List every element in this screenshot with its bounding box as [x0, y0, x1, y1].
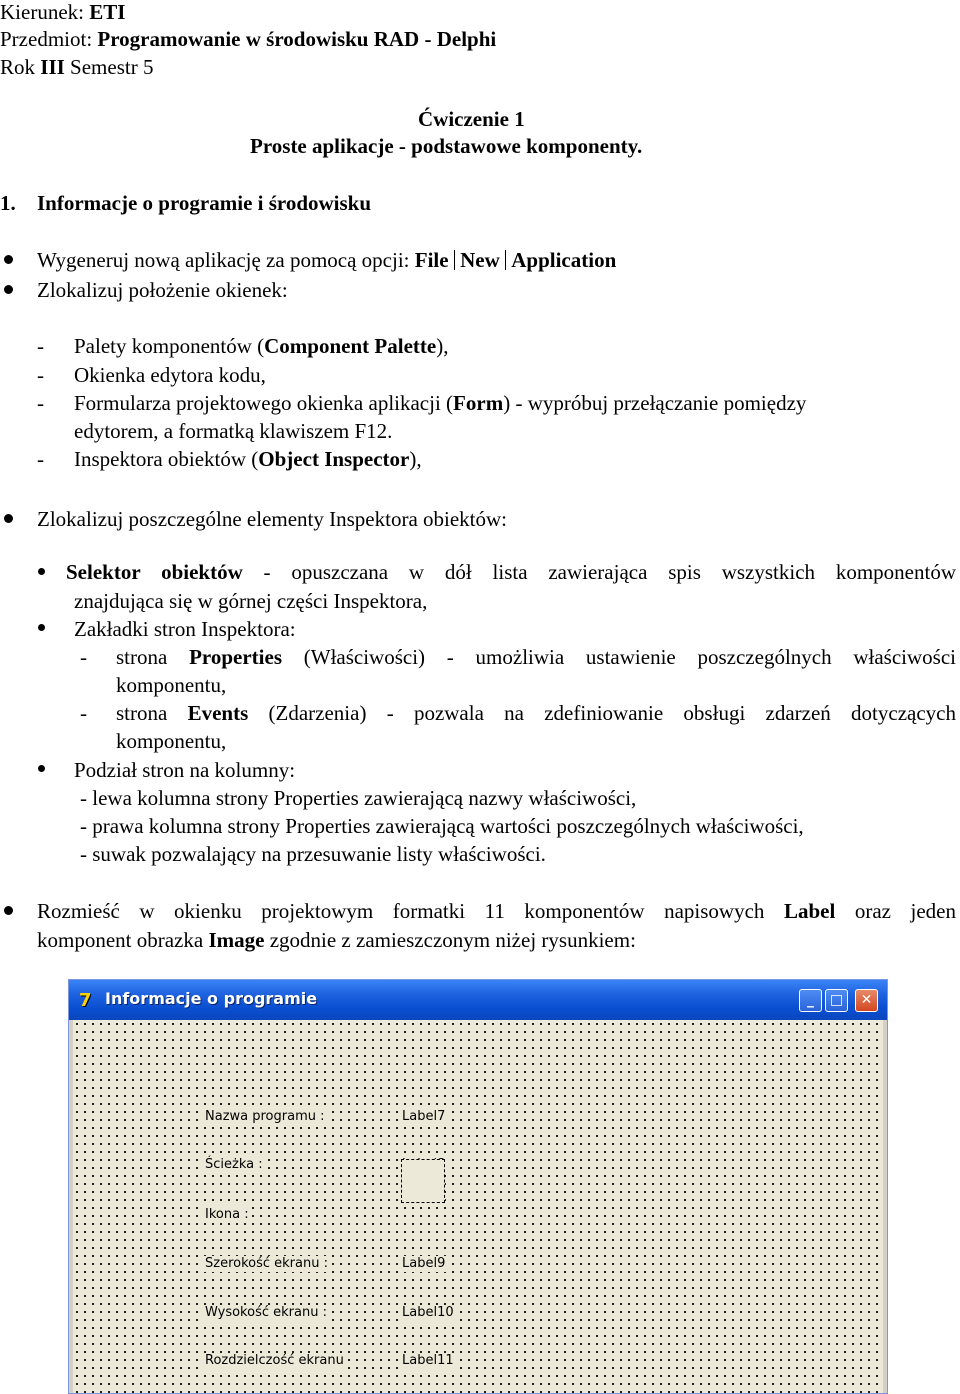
final-instruction-continued: komponent obrazka Image zgodnie z zamieszczonym niżej rysunkiem: [37, 928, 636, 952]
bullet-new-application: Wygeneruj nową aplikację za pomocą opcji: File New Application [37, 248, 617, 272]
form-title: Informacje o programie [105, 989, 318, 1008]
inspector-scrollbar: - suwak pozwalający na przesuwanie listy właściwości. [80, 842, 546, 866]
label-program-name[interactable]: Nazwa programu : [205, 1109, 325, 1124]
bullet-icon [38, 624, 45, 631]
maximize-button[interactable]: □ [825, 989, 848, 1012]
inspector-object-selector-continued: znajdująca się w górnej części Inspektora, [74, 589, 428, 613]
exercise-number: Ćwiczenie 1 [418, 107, 525, 131]
label-screen-width[interactable]: Szerokość ekranu : [205, 1256, 328, 1271]
dash-mark: - [80, 701, 87, 725]
list-item-form-continued: edytorem, a formatką klawiszem F12. [74, 419, 393, 443]
inspector-tabs: Zakładki stron Inspektora: [74, 617, 296, 641]
inspector-properties-page: strona Properties (Właściwości) - umożliwia ustawienie poszczególnych właściwości [116, 645, 956, 669]
list-item-form: Formularza projektowego okienka aplikacji (Form) - wypróbuj przełączanie pomiędzy [74, 391, 807, 415]
inspector-object-selector: Selektor obiektów - opuszczana w dół lista zawierająca spis wszystkich komponentów [66, 560, 956, 584]
dash-mark: - [80, 645, 87, 669]
label-screen-resolution[interactable]: Rozdzielczość ekranu [205, 1353, 344, 1368]
label-screen-resolution-value[interactable]: Label11 [402, 1353, 454, 1368]
close-button[interactable]: ✕ [855, 989, 878, 1012]
label-icon[interactable]: Ikona : [205, 1207, 249, 1222]
final-instruction: Rozmieść w okienku projektowym formatki 11 komponentów napisowych Label oraz jeden [37, 899, 956, 923]
section-number: 1. [0, 191, 16, 215]
form-design-surface[interactable] [73, 1020, 883, 1393]
section-title: Informacje o programie i środowisku [37, 191, 372, 215]
exercise-subtitle: Proste aplikacje - podstawowe komponenty. [250, 134, 643, 158]
inspector-right-column: - prawa kolumna strony Properties zawierającą wartości poszczególnych właściwości, [80, 814, 804, 838]
list-item-code-editor: Okienka edytora kodu, [74, 363, 266, 387]
label-program-name-value[interactable]: Label7 [402, 1109, 446, 1124]
dash-mark: - [37, 334, 44, 358]
delphi-app-icon: 7 [79, 990, 92, 1011]
bullet-icon [4, 906, 13, 915]
form-titlebar[interactable] [69, 980, 887, 1020]
inspector-events-page: strona Events (Zdarzenia) - pozwala na zdefiniowanie obsługi zdarzeń dotyczących [116, 701, 956, 725]
label-screen-height[interactable]: Wysokość ekranu : [205, 1305, 327, 1320]
label-screen-width-value[interactable]: Label9 [402, 1256, 446, 1271]
image-component-placeholder[interactable] [401, 1159, 445, 1203]
list-item-component-palette: Palety komponentów (Component Palette), [74, 334, 449, 358]
bullet-icon [4, 255, 13, 264]
bullet-locate-windows: Zlokalizuj położenie okienek: [37, 278, 288, 302]
label-path[interactable]: Ścieżka : [205, 1157, 263, 1172]
bullet-inspector-elements: Zlokalizuj poszczególne elementy Inspektora obiektów: [37, 507, 508, 531]
inspector-events-continued: komponentu, [116, 729, 227, 753]
dash-mark: - [37, 391, 44, 415]
dash-mark: - [37, 447, 44, 471]
inspector-left-column: - lewa kolumna strony Properties zawierającą nazwy właściwości, [80, 786, 637, 810]
inspector-properties-continued: komponentu, [116, 673, 227, 697]
dash-mark: - [37, 363, 44, 387]
label-screen-height-value[interactable]: Label10 [402, 1305, 454, 1320]
bullet-icon [4, 285, 13, 294]
bullet-icon [38, 568, 45, 575]
list-item-object-inspector: Inspektora obiektów (Object Inspector), [74, 447, 422, 471]
header-kierunek: Kierunek: ETI [0, 0, 126, 24]
bullet-icon [4, 514, 13, 523]
header-przedmiot: Przedmiot: Programowanie w środowisku RAD - Delphi [0, 27, 497, 51]
minimize-button[interactable]: _ [799, 989, 822, 1012]
header-rok: Rok III Semestr 5 [0, 55, 154, 79]
form-window [68, 979, 888, 1394]
bullet-icon [38, 765, 45, 772]
inspector-columns: Podział stron na kolumny: [74, 758, 296, 782]
